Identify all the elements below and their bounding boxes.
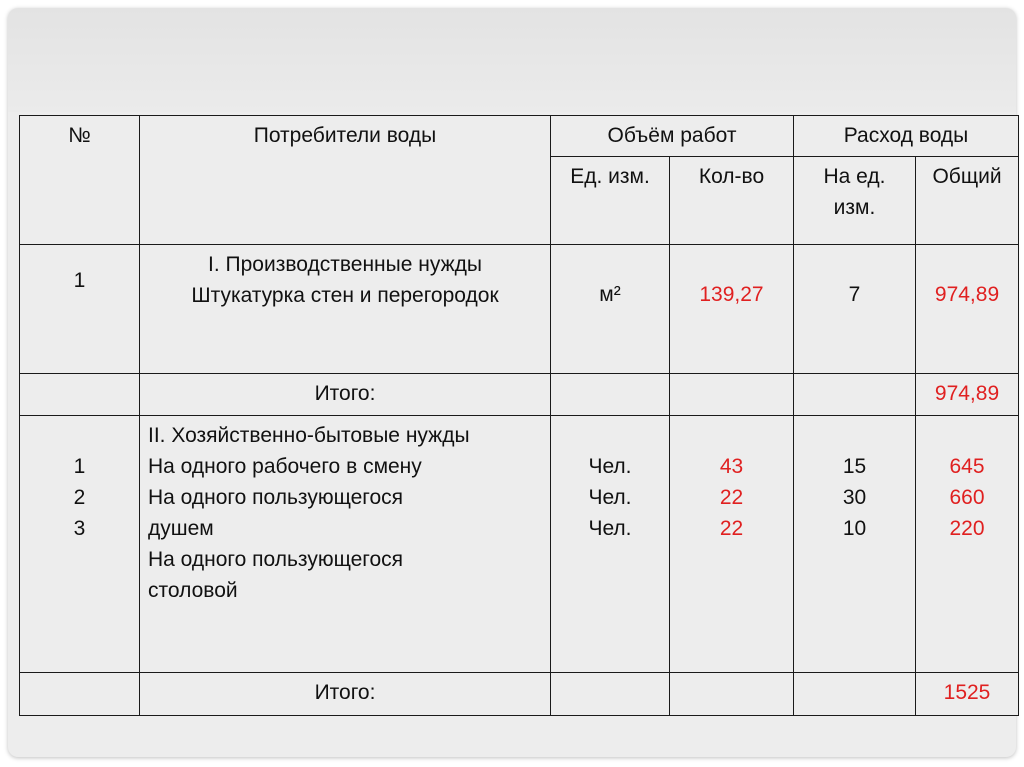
subtotal2-label: Итого: (140, 673, 551, 716)
section2-total-3: 220 (949, 517, 985, 540)
subtotal1-row (20, 374, 1019, 416)
section2-unit-1: Чел. (588, 455, 632, 478)
subtotal2-qty (670, 673, 794, 716)
section2-num-3: 3 (73, 517, 86, 540)
section1-num: 1 (20, 245, 140, 374)
header-water-consumption: Расход воды (794, 116, 1019, 157)
section2-name-line: На одного пользующегося (148, 486, 404, 509)
water-consumption-table (19, 115, 1019, 716)
section1-unit: м² (551, 245, 670, 374)
section2-qtys (670, 416, 794, 673)
subtotal1-total: 974,89 (916, 374, 1019, 416)
section2-per-unit-2: 30 (842, 486, 867, 509)
subtotal1-per-unit (794, 374, 916, 416)
section1-total: 974,89 (916, 245, 1019, 374)
section2-name-line: столовой (148, 579, 238, 602)
header-per-unit-line1: На ед. (823, 165, 886, 188)
section2-qty-3: 22 (719, 517, 744, 540)
section2-qty-1: 43 (719, 455, 744, 478)
section2-name-line: На одного пользующегося (148, 548, 404, 571)
header-qty: Кол-во (670, 157, 794, 245)
header-num: № (20, 116, 140, 245)
header-total: Общий (916, 157, 1019, 245)
section2-names (140, 416, 551, 673)
section2-unit-3: Чел. (588, 517, 632, 540)
subtotal2-num (20, 673, 140, 716)
section2-qty-2: 22 (719, 486, 744, 509)
section2-num-1: 1 (73, 455, 86, 478)
section2-unit-2: Чел. (588, 486, 632, 509)
header-per-unit (794, 157, 916, 245)
section1-item: Штукатурка стен и перегородок (191, 284, 499, 307)
subtotal2-unit (551, 673, 670, 716)
subtotal1-unit (551, 374, 670, 416)
header-work-volume: Объём работ (551, 116, 794, 157)
section2-per-unit-3: 10 (842, 517, 867, 540)
subtotal1-label: Итого: (140, 374, 551, 416)
subtotal1-qty (670, 374, 794, 416)
header-consumers: Потребители воды (140, 116, 551, 245)
section2-per-units (794, 416, 916, 673)
section2-units (551, 416, 670, 673)
section2-per-unit-1: 15 (842, 455, 867, 478)
section1-names (140, 245, 551, 374)
section2-num-2: 2 (73, 486, 86, 509)
section1-title: I. Производственные нужды (208, 253, 482, 276)
section2-totals (916, 416, 1019, 673)
section1-qty: 139,27 (670, 245, 794, 374)
slide-header-band (8, 8, 1016, 112)
section2-row (20, 416, 1019, 673)
section2-nums (20, 416, 140, 673)
section1-per-unit: 7 (794, 245, 916, 374)
section2-name-line: душем (148, 517, 214, 540)
header-row-top (20, 116, 1019, 157)
section2-total-2: 660 (949, 486, 985, 509)
section1-row (20, 245, 1019, 374)
subtotal2-per-unit (794, 673, 916, 716)
section2-title: II. Хозяйственно-бытовые нужды (148, 424, 470, 447)
section2-total-1: 645 (949, 455, 985, 478)
subtotal1-num (20, 374, 140, 416)
header-per-unit-line2: изм. (833, 196, 876, 219)
header-unit: Ед. изм. (551, 157, 670, 245)
subtotal2-total: 1525 (916, 673, 1019, 716)
section2-name-line: На одного рабочего в смену (148, 455, 422, 478)
subtotal2-row (20, 673, 1019, 716)
